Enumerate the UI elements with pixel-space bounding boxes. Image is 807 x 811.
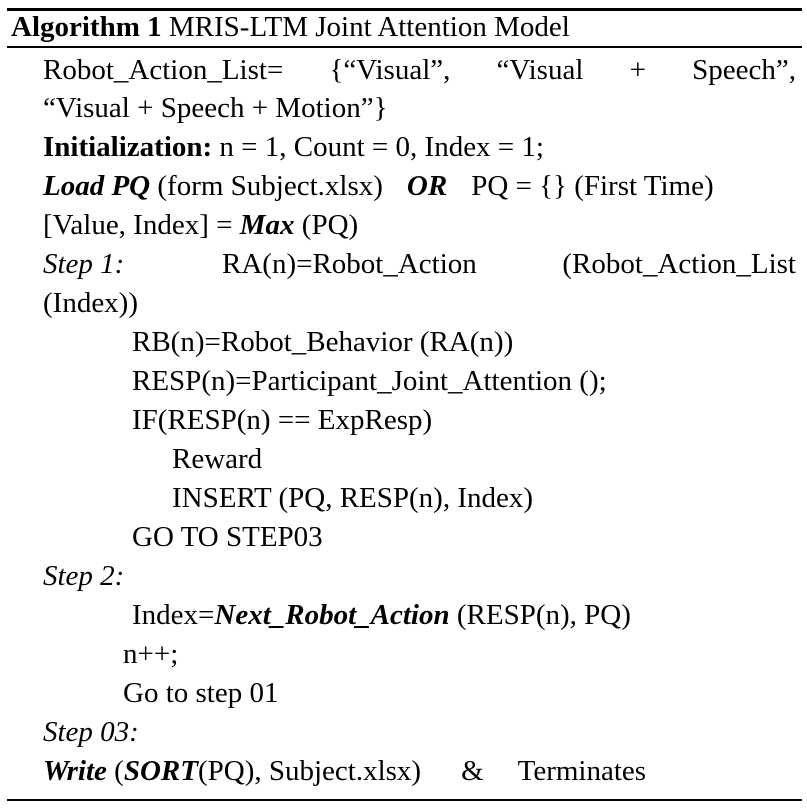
ampersand: & (461, 755, 484, 787)
max-argument: (PQ) (294, 209, 359, 241)
step-1-label: Step 1: (43, 248, 125, 280)
algorithm-title: MRIS-LTM Joint Attention Model (168, 11, 570, 43)
line-robot-action-list (43, 53, 796, 87)
line-index-arg: (Index)) (43, 287, 139, 319)
line-participant-joint-attention: RESP(n)=Participant_Joint_Attention (); (132, 365, 607, 397)
next-robot-action-args: (RESP(n), PQ) (449, 599, 631, 631)
line-step-1 (43, 247, 796, 281)
terminates-text: Terminates (517, 755, 647, 787)
line-increment: n++; (123, 638, 179, 670)
initialization-keyword: Initialization: (43, 131, 213, 163)
robot-action-list-arg: (Robot_Action_List (562, 248, 796, 280)
max-keyword: Max (239, 209, 295, 241)
line-initialization (43, 130, 544, 164)
line-max (43, 208, 358, 242)
step-03-label: Step 03: (43, 716, 139, 748)
line-goto-step03: GO TO STEP03 (132, 521, 323, 553)
initialization-values: n = 1, Count = 0, Index = 1; (212, 131, 544, 163)
bottom-rule (7, 799, 802, 801)
line-list-continuation: “Visual + Speech + Motion”} (43, 92, 388, 124)
list-item-speech: Speech”, (692, 54, 796, 86)
index-assign: Index= (132, 599, 215, 631)
line-robot-behavior: RB(n)=Robot_Behavior (RA(n)) (132, 326, 514, 358)
line-if-condition: IF(RESP(n) == ExpResp) (132, 404, 433, 436)
line-write-sort (43, 754, 646, 788)
line-goto-step01: Go to step 01 (123, 677, 279, 709)
or-keyword: OR (406, 170, 448, 202)
step-2-label: Step 2: (43, 560, 125, 592)
list-item-visual: {“Visual”, (329, 54, 451, 86)
pq-empty-init: PQ = {} (First Time) (471, 170, 714, 202)
write-keyword: Write (43, 755, 107, 787)
next-robot-action-keyword: Next_Robot_Action (214, 599, 450, 631)
plus-sign: + (629, 54, 646, 86)
line-reward: Reward (172, 443, 263, 475)
load-pq-source: (form Subject.xlsx) (150, 170, 383, 202)
robot-action-list-lhs: Robot_Action_List= (43, 54, 284, 86)
line-insert: INSERT (PQ, RESP(n), Index) (172, 482, 534, 514)
list-item-visual-2: “Visual (496, 54, 584, 86)
sort-args: (PQ), Subject.xlsx) (197, 755, 422, 787)
load-pq-keyword: Load PQ (43, 170, 151, 202)
algorithm-caption (11, 9, 570, 45)
algorithm-label: Algorithm 1 (11, 11, 162, 43)
ra-assign: RA(n)=Robot_Action (222, 248, 477, 280)
sort-keyword: SORT (123, 755, 198, 787)
line-next-robot-action (132, 598, 631, 632)
line-load-pq (43, 169, 714, 203)
caption-rule (7, 46, 802, 48)
value-index-assign: [Value, Index] = (43, 209, 240, 241)
write-open-paren: ( (106, 755, 124, 787)
